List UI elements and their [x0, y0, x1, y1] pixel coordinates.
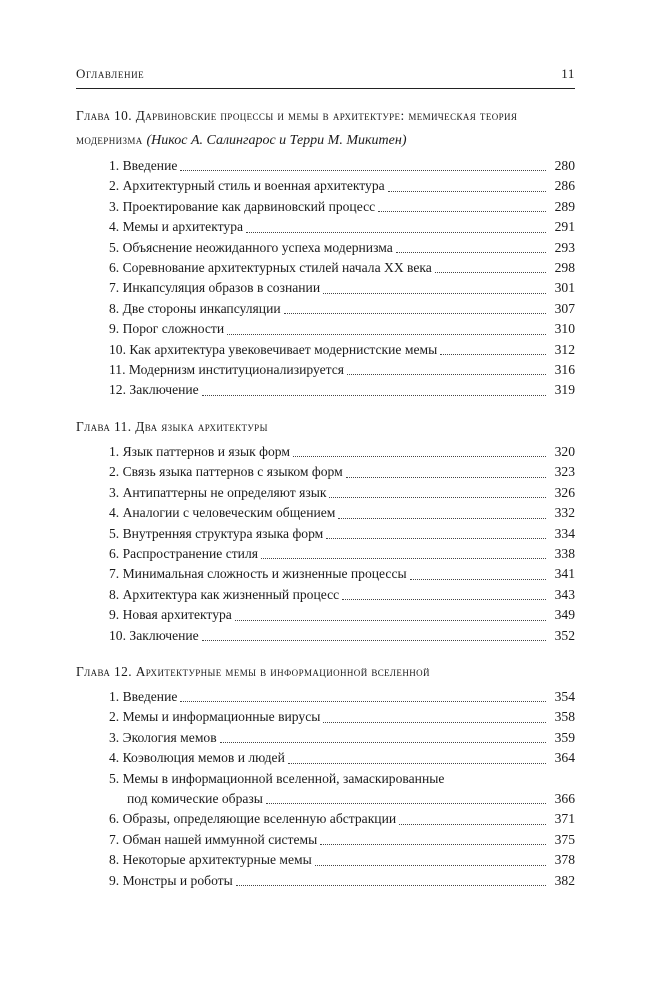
dot-leader	[410, 579, 546, 580]
entry-page: 354	[554, 688, 575, 704]
list-item	[109, 626, 575, 646]
entry-page: 371	[554, 811, 575, 827]
entry-page: 301	[554, 280, 575, 296]
dot-leader	[246, 232, 546, 233]
entry-page: 382	[554, 872, 575, 888]
list-item	[109, 748, 575, 768]
entry-title: 7. Инкапсуляция образов в сознании	[109, 280, 321, 296]
entry-page: 312	[554, 341, 575, 357]
list-item	[109, 299, 575, 319]
dot-leader	[399, 824, 546, 825]
entry-page: 334	[554, 525, 575, 541]
entry-title: 2. Мемы и информационные вирусы	[109, 709, 321, 725]
entry-title: 4. Мемы и архитектура	[109, 219, 244, 235]
entry-page: 291	[554, 219, 575, 235]
running-header	[76, 66, 575, 82]
entry-page: 298	[554, 260, 575, 276]
dot-leader	[435, 272, 546, 273]
entry-title: 9. Порог сложности	[109, 321, 225, 337]
entry-title: 12. Заключение	[109, 382, 199, 398]
entry-page: 366	[554, 790, 575, 806]
entry-title: 9. Новая архитектура	[109, 607, 232, 623]
entry-list	[109, 156, 575, 401]
dot-leader	[346, 477, 546, 478]
entry-page: 375	[554, 831, 575, 847]
chapter-title	[76, 415, 575, 442]
dot-leader	[396, 252, 546, 253]
entry-title: 4. Аналогии с человеческим общением	[109, 505, 336, 521]
list-item	[109, 380, 575, 400]
list-item	[109, 605, 575, 625]
chapter-authors: (Никос А. Салингарос и Терри М. Микитен)	[146, 133, 407, 148]
dot-leader	[284, 313, 546, 314]
list-item	[109, 830, 575, 850]
entry-page: 358	[554, 709, 575, 725]
entry-title: 1. Введение	[109, 688, 178, 704]
entry-list	[109, 687, 575, 891]
entry-title: 6. Образы, определяющие вселенную абстракции	[109, 811, 397, 827]
list-item	[109, 524, 575, 544]
list-item	[109, 238, 575, 258]
dot-leader	[288, 763, 546, 764]
entry-page: 341	[554, 566, 575, 582]
chapter-11	[76, 415, 575, 646]
list-item	[109, 769, 575, 810]
entry-title: 6. Распространение стиля	[109, 545, 258, 561]
entry-page: 332	[554, 505, 575, 521]
entry-title: 3. Экология мемов	[109, 729, 217, 745]
entry-page: 307	[554, 300, 575, 316]
dot-leader	[388, 191, 546, 192]
chapter-title-text: Глава 12. Архитектурные мемы в информационной вселенной	[76, 663, 430, 679]
dot-leader	[220, 742, 546, 743]
dot-leader	[180, 170, 546, 171]
chapter-title-text: Глава 11. Два языка архитектуры	[76, 418, 268, 434]
dot-leader	[227, 334, 546, 335]
dot-leader	[347, 374, 546, 375]
entry-title: 5. Мемы в информационной вселенной, замаскированные	[109, 770, 445, 786]
running-header-section: Оглавление	[76, 66, 145, 81]
dot-leader	[235, 620, 546, 621]
list-item	[109, 176, 575, 196]
entry-title: 1. Введение	[109, 158, 178, 173]
dot-leader	[293, 456, 546, 457]
entry-title: 8. Архитектура как жизненный процесс	[109, 586, 340, 602]
entry-page: 349	[554, 607, 575, 623]
page-number: 11	[561, 66, 575, 81]
list-item	[109, 462, 575, 482]
dot-leader	[440, 354, 546, 355]
entry-page: 343	[554, 586, 575, 602]
chapter-12	[76, 660, 575, 891]
list-item	[109, 728, 575, 748]
entry-page: 319	[554, 382, 575, 398]
dot-leader	[202, 640, 546, 641]
entry-title: 1. Язык паттернов и язык форм	[109, 443, 290, 459]
list-item	[109, 258, 575, 278]
entry-continuation-row	[109, 789, 575, 809]
dot-leader	[338, 518, 546, 519]
entry-title: 7. Обман нашей иммунной системы	[109, 831, 318, 847]
list-item	[109, 585, 575, 605]
entry-page: 316	[554, 362, 575, 378]
dot-leader	[180, 701, 546, 702]
list-item	[109, 564, 575, 584]
dot-leader	[323, 293, 546, 294]
list-item	[109, 442, 575, 462]
list-item	[109, 340, 575, 360]
entry-title: 8. Некоторые архитектурные мемы	[109, 852, 312, 868]
dot-leader	[236, 885, 546, 886]
list-item	[109, 156, 575, 176]
dot-leader	[378, 211, 546, 212]
entry-page: 352	[554, 627, 575, 643]
entry-page: 280	[554, 158, 575, 173]
list-item	[109, 850, 575, 870]
dot-leader	[202, 395, 546, 396]
entry-title: 10. Как архитектура увековечивает модернистские мемы	[109, 341, 438, 357]
entry-page: 378	[554, 852, 575, 868]
entry-title: 5. Объяснение неожиданного успеха модернизма	[109, 239, 393, 255]
entry-page: 323	[554, 464, 575, 480]
list-item	[109, 360, 575, 380]
list-item	[109, 707, 575, 727]
header-rule	[76, 88, 575, 89]
list-item	[109, 687, 575, 707]
dot-leader	[342, 599, 546, 600]
list-item	[109, 503, 575, 523]
list-item	[109, 197, 575, 217]
table-of-contents	[76, 104, 575, 905]
entry-title: 3. Антипаттерны не определяют язык	[109, 484, 327, 500]
entry-title: 11. Модернизм институционализируется	[109, 362, 345, 378]
list-item	[109, 809, 575, 829]
entry-page: 320	[554, 443, 575, 459]
entry-page: 359	[554, 729, 575, 745]
dot-leader	[326, 538, 546, 539]
dot-leader	[329, 497, 546, 498]
entry-page: 293	[554, 239, 575, 255]
dot-leader	[320, 844, 546, 845]
dot-leader	[323, 722, 546, 723]
list-item	[109, 544, 575, 564]
chapter-10	[76, 104, 575, 401]
list-item	[109, 871, 575, 891]
dot-leader	[261, 558, 546, 559]
entry-title: 3. Проектирование как дарвиновский процесс	[109, 198, 376, 214]
chapter-title	[76, 104, 575, 156]
list-item	[109, 483, 575, 503]
entry-page: 286	[554, 178, 575, 194]
entry-title: 8. Две стороны инкапсуляции	[109, 300, 281, 316]
entry-title-continuation: под комические образы	[127, 790, 263, 806]
list-item	[109, 278, 575, 298]
entry-page: 289	[554, 198, 575, 214]
entry-page: 310	[554, 321, 575, 337]
dot-leader	[266, 803, 546, 804]
entry-list	[109, 442, 575, 646]
dot-leader	[315, 865, 546, 866]
entry-page: 364	[554, 750, 575, 766]
entry-title: 2. Архитектурный стиль и военная архитектура	[109, 178, 385, 194]
entry-page: 326	[554, 484, 575, 500]
entry-title: 7. Минимальная сложность и жизненные процессы	[109, 566, 407, 582]
entry-title: 10. Заключение	[109, 627, 199, 643]
entry-page: 338	[554, 545, 575, 561]
list-item	[109, 217, 575, 237]
entry-title: 9. Монстры и роботы	[109, 872, 233, 888]
chapter-title	[76, 660, 575, 687]
entry-title: 2. Связь языка паттернов с языком форм	[109, 464, 343, 480]
entry-title: 4. Коэволюция мемов и людей	[109, 750, 285, 766]
list-item	[109, 319, 575, 339]
entry-title: 5. Внутренняя структура языка форм	[109, 525, 324, 541]
entry-title: 6. Соревнование архитектурных стилей начала XX века	[109, 260, 432, 276]
chapter-title-text: Глава 10. Дарвиновские процессы и мемы в архитектуре: мемическая теория модернизма	[76, 108, 518, 147]
